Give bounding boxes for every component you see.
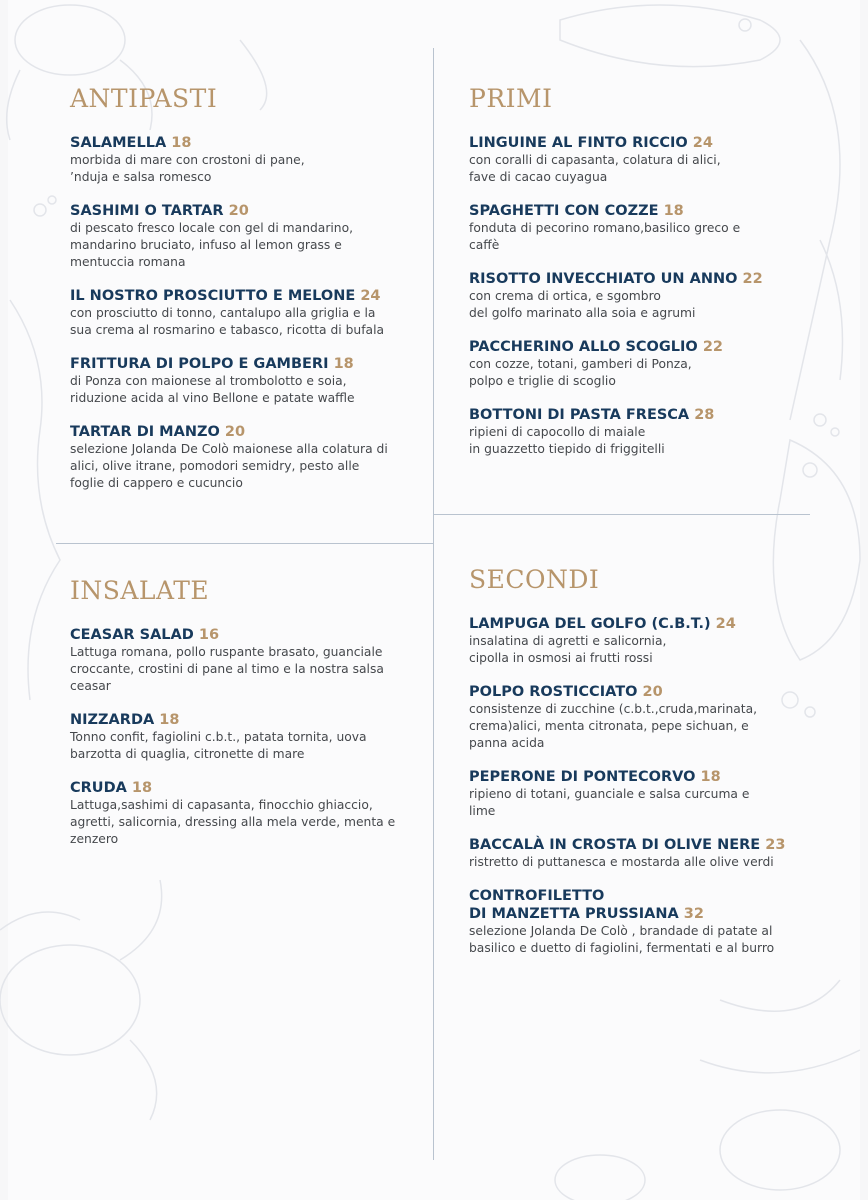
dish-description: Lattuga,sashimi di capasanta, finocchio ghiaccio, (70, 798, 373, 812)
dish-description: insalatina di agretti e salicornia, (469, 634, 667, 648)
section-title: INSALATE (70, 576, 210, 605)
dish-name: SPAGHETTI CON COZZE (469, 203, 659, 219)
section-title: ANTIPASTI (70, 84, 218, 113)
menu-item (469, 270, 819, 322)
dish-description: di pescato fresco locale con gel di mandarino, (70, 221, 354, 235)
dish-price: 20 (642, 684, 663, 700)
dish-price: 18 (171, 135, 192, 151)
section-primi (469, 84, 819, 474)
section-title: SECONDI (469, 565, 600, 594)
horizontal-divider-right (433, 514, 810, 515)
dish-description: ripieni di capocollo di maiale (469, 425, 646, 439)
dish-name: CONTROFILETTO (469, 888, 605, 904)
dish-price: 28 (694, 407, 715, 423)
dish-description: ristretto di puttanesca e mostarda alle olive verdi (469, 855, 774, 869)
menu-item (469, 836, 819, 871)
dish-price: 18 (131, 780, 153, 796)
menu-item (469, 683, 819, 752)
menu-item (70, 626, 425, 695)
section-insalate (70, 576, 425, 864)
dish-description: selezione Jolanda De Colò , brandade di patate al (469, 924, 773, 938)
dish-description: panna acida (469, 736, 545, 750)
dish-description: sua crema al rosmarino e tabasco, ricotta di bufala (70, 323, 385, 337)
dish-description: zenzero (70, 832, 119, 846)
menu-item (70, 134, 425, 186)
menu-item (469, 202, 819, 254)
section-antipasti (70, 84, 425, 508)
dish-price: 24 (692, 135, 713, 151)
section-title: PRIMI (469, 84, 553, 113)
dish-description: alici, olive itrane, pomodori semidry, pesto alle (70, 459, 360, 473)
dish-price: 20 (228, 203, 249, 219)
menu-item (70, 779, 425, 848)
dish-name: LINGUINE AL FINTO RICCIO (469, 135, 688, 151)
dish-description: caffè (469, 238, 500, 252)
dish-price: 18 (700, 769, 721, 785)
dish-description: cipolla in osmosi ai frutti rossi (469, 651, 653, 665)
dish-name: FRITTURA DI POLPO E GAMBERI (70, 356, 329, 372)
dish-description: agretti, salicornia, dressing alla mela verde, menta e (70, 815, 396, 829)
dish-name: NIZZARDA (70, 712, 155, 728)
dish-price: 22 (702, 339, 723, 355)
dish-description: fave di cacao cuyagua (469, 170, 608, 184)
dish-price: 24 (360, 288, 381, 304)
menu-item (469, 768, 819, 820)
dish-description: crema)alici, menta citronata, pepe sichuan, e (469, 719, 749, 733)
dish-description: ’nduja e salsa romesco (70, 170, 212, 184)
menu-item (469, 338, 819, 390)
menu-item (469, 887, 819, 957)
dish-description: con cozze, totani, gamberi di Ponza, (469, 357, 692, 371)
menu-item (70, 423, 425, 492)
dish-price: 16 (198, 627, 220, 643)
dish-description: consistenze di zucchine (c.b.t.,cruda,marinata, (469, 702, 758, 716)
dish-description: mentuccia romana (70, 255, 186, 269)
section-secondi (469, 565, 819, 973)
dish-name: TARTAR DI MANZO (70, 424, 220, 440)
dish-price: 18 (333, 356, 354, 372)
menu-item (70, 355, 425, 407)
dish-description: ceasar (70, 679, 111, 693)
dish-price: 23 (765, 837, 786, 853)
dish-price: 24 (715, 616, 736, 632)
menu-item (70, 711, 425, 763)
dish-description: lime (469, 804, 496, 818)
dish-description: croccante, crostini di pane al timo e la nostra salsa (70, 662, 384, 676)
dish-name: CEASAR SALAD (70, 627, 194, 643)
horizontal-divider-left (56, 543, 433, 544)
dish-description: con prosciutto di tonno, cantalupo alla griglia e la (70, 306, 376, 320)
dish-description: in guazzetto tiepido di friggitelli (469, 442, 665, 456)
menu-item (70, 287, 425, 339)
dish-name: PEPERONE DI PONTECORVO (469, 769, 696, 785)
dish-description: polpo e triglie di scoglio (469, 374, 616, 388)
dish-description: basilico e duetto di fagiolini, fermentati e al burro (469, 941, 775, 955)
dish-price: 20 (224, 424, 246, 440)
dish-price: 32 (683, 906, 704, 922)
vertical-divider (433, 48, 434, 1160)
dish-name: RISOTTO INVECCHIATO UN ANNO (469, 271, 738, 287)
dish-price: 18 (663, 203, 684, 219)
dish-description: fonduta di pecorino romano,basilico greco e (469, 221, 741, 235)
dish-description: Lattuga romana, pollo ruspante brasato, guanciale (70, 645, 383, 659)
dish-name: SASHIMI O TARTAR (70, 203, 224, 219)
dish-name: PACCHERINO ALLO SCOGLIO (469, 339, 698, 355)
menu-item (70, 202, 425, 271)
menu-item (469, 615, 819, 667)
dish-price: 18 (159, 712, 180, 728)
dish-description: foglie di cappero e cucuncio (70, 476, 243, 490)
dish-description: di Ponza con maionese al trombolotto e soia, (70, 374, 347, 388)
dish-name: BOTTONI DI PASTA FRESCA (469, 407, 690, 423)
dish-description: con coralli di capasanta, colatura di alici, (469, 153, 721, 167)
dish-description: ripieno di totani, guanciale e salsa curcuma e (469, 787, 750, 801)
dish-name: LAMPUGA DEL GOLFO (C.B.T.) (469, 616, 711, 632)
menu-item (469, 134, 819, 186)
dish-description: barzotta di quaglia, citronette di mare (70, 747, 305, 761)
dish-name-line2: DI MANZETTA PRUSSIANA (469, 906, 679, 922)
dish-description: selezione Jolanda De Colò maionese alla colatura di (70, 442, 388, 456)
dish-description: del golfo marinato alla soia e agrumi (469, 306, 696, 320)
dish-name: POLPO ROSTICCIATO (469, 684, 638, 700)
dish-description: Tonno confit, fagiolini c.b.t., patata tornita, uova (70, 730, 367, 744)
dish-description: riduzione acida al vino Bellone e patate waffle (70, 391, 355, 405)
menu-item (469, 406, 819, 458)
dish-name: SALAMELLA (70, 135, 167, 151)
dish-name: IL NOSTRO PROSCIUTTO E MELONE (70, 288, 356, 304)
dish-name: BACCALÀ IN CROSTA DI OLIVE NERE (469, 837, 761, 853)
dish-price: 22 (742, 271, 763, 287)
dish-description: morbida di mare con crostoni di pane, (70, 153, 305, 167)
dish-name: CRUDA (70, 780, 127, 796)
dish-description: con crema di ortica, e sgombro (469, 289, 661, 303)
dish-description: mandarino bruciato, infuso al lemon grass e (70, 238, 342, 252)
